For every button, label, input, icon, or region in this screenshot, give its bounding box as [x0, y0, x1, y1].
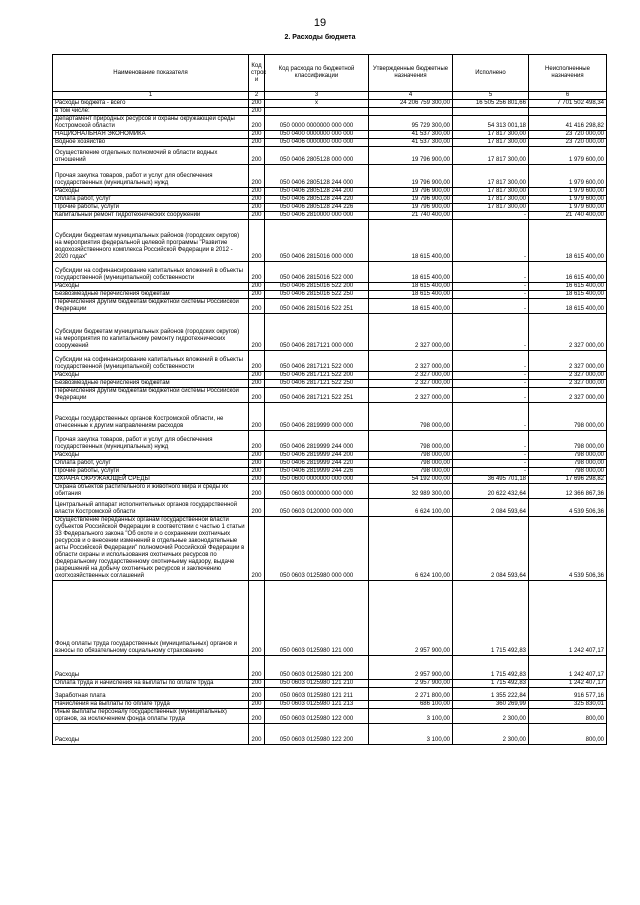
column-number: 3 [265, 92, 369, 100]
table-cell-line-code: 200 [249, 581, 265, 656]
table-cell-unexecuted: 800,00 [529, 724, 607, 745]
table-cell-unexecuted: 1 979 600,00 [529, 204, 607, 212]
section-title: 2. Расходы бюджета [284, 34, 356, 41]
table-cell-approved: 2 957 900,00 [369, 581, 453, 656]
table-cell-executed: 2 084 593,64 [453, 499, 529, 517]
table-cell-class-code: 050 0603 0125980 121 210 [265, 680, 369, 688]
table-row [53, 380, 607, 388]
table-cell-line-code: 200 [249, 262, 265, 283]
table-cell-executed: - [453, 403, 529, 431]
table-cell-approved: 21 740 400,00 [369, 212, 453, 220]
table-cell-name: Расходы [53, 372, 249, 380]
table-cell-executed: 2 300,00 [453, 709, 529, 724]
table-cell-line-code: 200 [249, 688, 265, 701]
table-cell-line-code: 200 [249, 484, 265, 499]
table-cell-unexecuted: 7 701 502 498,34 [529, 100, 607, 108]
table-cell-unexecuted: 1 979 600,00 [529, 147, 607, 165]
table-cell-name: Субсидии на софинансирование капитальных вложений в объекты государственной (муниципальной) собственности [53, 262, 249, 283]
table-cell-line-code: 200 [249, 220, 265, 262]
table-cell-name: Водное хозяйство [53, 139, 249, 147]
table-cell-name: Начисления на выплаты по оплате труда [53, 701, 249, 709]
table-cell-class-code: 050 0406 2805128 244 200 [265, 188, 369, 196]
table-cell-class-code: 050 0406 2815016 000 000 [265, 220, 369, 262]
table-cell-unexecuted [529, 108, 607, 116]
table-cell-unexecuted: 798 000,00 [529, 468, 607, 476]
table-row [53, 131, 607, 139]
table-cell-name: Фонд оплаты труда государственных (муниципальных) органов и взносы по обязательному социальному страхованию [53, 581, 249, 656]
table-cell-name: в том числе: [53, 108, 249, 116]
column-number-row [53, 92, 607, 100]
table-cell-approved: 3 100,00 [369, 709, 453, 724]
table-row [53, 581, 607, 656]
table-cell-class-code: 050 0603 0125980 121 211 [265, 688, 369, 701]
table-cell-unexecuted: 1 242 407,17 [529, 680, 607, 688]
table-cell-name: Охрана объектов растительного и животного мира и среды их обитания [53, 484, 249, 499]
table-cell-class-code: 050 0406 0000000 000 000 [265, 139, 369, 147]
table-row [53, 139, 607, 147]
table-cell-line-code: 200 [249, 100, 265, 108]
table-cell-unexecuted: 17 696 298,82 [529, 476, 607, 484]
table-cell-class-code: 050 0406 2805128 244 000 [265, 165, 369, 188]
table-cell-unexecuted: 12 366 867,36 [529, 484, 607, 499]
table-cell-name: Прочие работы, услуги [53, 204, 249, 212]
column-number: 2 [249, 92, 265, 100]
header-class-code: Код расхода по бюджетной классификации [265, 55, 369, 92]
table-cell-line-code: 200 [249, 403, 265, 431]
table-cell-unexecuted: 23 720 000,00 [529, 131, 607, 139]
table-cell-unexecuted: 16 615 400,00 [529, 262, 607, 283]
table-cell-approved: 798 000,00 [369, 403, 453, 431]
table-cell-line-code: 200 [249, 452, 265, 460]
page-number: 19 [313, 17, 327, 29]
table-row [53, 262, 607, 283]
table-cell-unexecuted: 1 979 600,00 [529, 165, 607, 188]
table-cell-executed [453, 108, 529, 116]
table-cell-name: Субсидии бюджетам муниципальных районов (городских округов) на мероприятия федеральной целевой программы "Развитие водохозяйственного комплекса Российской Федерации в 2012 - 2020 годах" [53, 220, 249, 262]
table-cell-approved: 798 000,00 [369, 431, 453, 452]
table-cell-approved: 19 796 900,00 [369, 188, 453, 196]
table-cell-name: Осуществление отдельных полномочий в области водных отношений [53, 147, 249, 165]
table-cell-line-code: 200 [249, 139, 265, 147]
table-cell-executed: - [453, 452, 529, 460]
table-cell-class-code [265, 108, 369, 116]
table-cell-unexecuted: 23 720 000,00 [529, 139, 607, 147]
table-cell-executed: 17 817 300,00 [453, 147, 529, 165]
table-cell-approved: 18 615 400,00 [369, 283, 453, 291]
table-cell-unexecuted: 916 577,16 [529, 688, 607, 701]
table-cell-name: Оплата работ, услуг [53, 460, 249, 468]
table-cell-class-code: 050 0603 0125980 000 000 [265, 517, 369, 581]
table-cell-line-code: 200 [249, 656, 265, 680]
table-row [53, 314, 607, 351]
table-cell-line-code: 200 [249, 212, 265, 220]
table-cell-line-code: 200 [249, 131, 265, 139]
table-cell-approved: 798 000,00 [369, 460, 453, 468]
table-body [53, 100, 607, 745]
table-cell-class-code: 050 0406 2817121 522 251 [265, 388, 369, 403]
table-cell-executed: - [453, 283, 529, 291]
table-cell-unexecuted: 18 615 400,00 [529, 291, 607, 299]
table-row [53, 116, 607, 131]
table-cell-approved: 798 000,00 [369, 452, 453, 460]
table-cell-executed: - [453, 262, 529, 283]
table-row [53, 220, 607, 262]
table-cell-class-code: 050 0406 2805128 244 220 [265, 196, 369, 204]
table-cell-unexecuted: 21 740 400,00 [529, 212, 607, 220]
table-cell-approved: 3 100,00 [369, 724, 453, 745]
table-cell-name: Расходы [53, 452, 249, 460]
table-cell-name: Субсидии бюджетам муниципальных районов (городских округов) на мероприятия по капитальному ремонту гидротехнических сооружений [53, 314, 249, 351]
table-cell-line-code: 200 [249, 196, 265, 204]
table-cell-name: НАЦИОНАЛЬНАЯ ЭКОНОМИКА [53, 131, 249, 139]
table-cell-line-code: 200 [249, 116, 265, 131]
table-cell-approved: 2 271 800,00 [369, 688, 453, 701]
table-cell-approved: 2 327 000,00 [369, 351, 453, 372]
column-number: 5 [453, 92, 529, 100]
table-cell-line-code: 200 [249, 283, 265, 291]
table-cell-line-code: 200 [249, 709, 265, 724]
table-cell-approved: 32 989 300,00 [369, 484, 453, 499]
table-cell-executed: - [453, 372, 529, 380]
header-line-code: Код строк и [249, 55, 265, 92]
header-approved: Утвержденные бюджетные назначения [369, 55, 453, 92]
table-cell-approved: 2 327 000,00 [369, 388, 453, 403]
table-cell-executed: 17 817 300,00 [453, 196, 529, 204]
table-row [53, 431, 607, 452]
table-cell-line-code: 200 [249, 188, 265, 196]
table-cell-approved: 686 100,00 [369, 701, 453, 709]
table-cell-line-code: 200 [249, 380, 265, 388]
table-cell-unexecuted: 2 327 000,00 [529, 388, 607, 403]
table-cell-class-code: 050 0406 2815016 522 200 [265, 283, 369, 291]
table-cell-name: Субсидии на софинансирование капитальных вложений в объекты государственной (муниципальной) собственности [53, 351, 249, 372]
table-cell-class-code: 050 0603 0125980 121 213 [265, 701, 369, 709]
table-cell-class-code: 050 0406 2819999 244 220 [265, 460, 369, 468]
table-cell-class-code: 050 0603 0000000 000 000 [265, 484, 369, 499]
table-cell-class-code: 050 0406 2810000 000 000 [265, 212, 369, 220]
table-row [53, 165, 607, 188]
table-row [53, 517, 607, 581]
table-cell-class-code: 050 0406 2805128 000 000 [265, 147, 369, 165]
table-cell-class-code: 050 0406 2817121 522 000 [265, 351, 369, 372]
table-cell-unexecuted: 1 242 407,17 [529, 656, 607, 680]
table-cell-class-code: 050 0406 2819999 000 000 [265, 403, 369, 431]
table-cell-line-code: 200 [249, 204, 265, 212]
table-cell-unexecuted: 18 615 400,00 [529, 299, 607, 314]
column-number: 4 [369, 92, 453, 100]
table-cell-approved: 19 796 900,00 [369, 196, 453, 204]
table-cell-approved: 19 796 900,00 [369, 204, 453, 212]
table-cell-line-code: 200 [249, 291, 265, 299]
table-cell-executed: - [453, 380, 529, 388]
table-cell-approved: 798 000,00 [369, 468, 453, 476]
table-cell-approved: 2 327 000,00 [369, 380, 453, 388]
table-cell-line-code: 200 [249, 460, 265, 468]
budget-expenditure-table [52, 54, 607, 745]
table-cell-name: Расходы государственных органов Костромской области, не отнесенные к другим направлениям расходов [53, 403, 249, 431]
table-cell-class-code: 050 0406 2819999 244 000 [265, 431, 369, 452]
table-cell-approved: 2 327 000,00 [369, 314, 453, 351]
table-cell-unexecuted: 4 539 506,36 [529, 499, 607, 517]
table-cell-name: Безвозмездные перечисления бюджетам [53, 380, 249, 388]
table-cell-line-code: 200 [249, 499, 265, 517]
column-number: 1 [53, 92, 249, 100]
table-row [53, 403, 607, 431]
table-row [53, 709, 607, 724]
table-cell-name: Перечисления другим бюджетам бюджетной системы Российской Федерации [53, 388, 249, 403]
table-row [53, 452, 607, 460]
table-cell-approved: 2 957 900,00 [369, 656, 453, 680]
table-row [53, 680, 607, 688]
table-cell-unexecuted: 1 242 407,17 [529, 581, 607, 656]
table-header-row [53, 55, 607, 92]
table-cell-executed: 17 817 300,00 [453, 131, 529, 139]
table-cell-executed: - [453, 431, 529, 452]
table-cell-name: Расходы бюджета - всего [53, 100, 249, 108]
table-cell-class-code: 050 0603 0120000 000 000 [265, 499, 369, 517]
table-row [53, 351, 607, 372]
table-cell-name: Расходы [53, 724, 249, 745]
table-cell-unexecuted: 1 979 600,00 [529, 188, 607, 196]
table-cell-approved: 6 624 100,00 [369, 499, 453, 517]
table-row [53, 476, 607, 484]
table-row [53, 656, 607, 680]
table-cell-unexecuted: 41 416 298,82 [529, 116, 607, 131]
table-cell-executed: 36 495 701,18 [453, 476, 529, 484]
table-cell-unexecuted: 4 539 506,36 [529, 517, 607, 581]
table-cell-class-code: x [265, 100, 369, 108]
table-row [53, 100, 607, 108]
table-cell-class-code: 050 0603 0125980 122 000 [265, 709, 369, 724]
table-cell-executed: - [453, 220, 529, 262]
table-cell-line-code: 200 [249, 299, 265, 314]
table-cell-line-code: 200 [249, 314, 265, 351]
table-cell-name: Прочие работы, услуги [53, 468, 249, 476]
table-row [53, 460, 607, 468]
column-number: 6 [529, 92, 607, 100]
table-cell-executed: 360 269,99 [453, 701, 529, 709]
table-cell-name: Расходы [53, 188, 249, 196]
table-cell-executed: - [453, 212, 529, 220]
table-cell-name: ОХРАНА ОКРУЖАЮЩЕЙ СРЕДЫ [53, 476, 249, 484]
table-cell-unexecuted: 798 000,00 [529, 403, 607, 431]
table-cell-approved: 41 537 300,00 [369, 131, 453, 139]
table-cell-approved [369, 108, 453, 116]
table-row [53, 688, 607, 701]
table-cell-approved: 19 796 900,00 [369, 147, 453, 165]
table-row [53, 283, 607, 291]
table-cell-approved: 6 624 100,00 [369, 517, 453, 581]
table-cell-line-code: 200 [249, 165, 265, 188]
table-cell-approved: 95 729 300,00 [369, 116, 453, 131]
table-row [53, 372, 607, 380]
table-cell-approved: 19 796 900,00 [369, 165, 453, 188]
table-cell-name: Иные выплаты персоналу государственных (муниципальных) органов, за исключением фонда оплаты труда [53, 709, 249, 724]
table-cell-approved: 24 206 759 300,00 [369, 100, 453, 108]
table-cell-class-code: 050 0406 2817121 522 200 [265, 372, 369, 380]
table-cell-approved: 18 615 400,00 [369, 299, 453, 314]
table-cell-executed: - [453, 314, 529, 351]
table-cell-name: Капитальный ремонт гидротехнических сооружений [53, 212, 249, 220]
table-cell-line-code: 200 [249, 476, 265, 484]
table-row [53, 299, 607, 314]
table-row [53, 108, 607, 116]
table-cell-executed: - [453, 468, 529, 476]
table-cell-line-code: 200 [249, 701, 265, 709]
table-cell-line-code: 200 [249, 724, 265, 745]
table-cell-executed: 17 817 300,00 [453, 204, 529, 212]
table-cell-class-code: 050 0603 0125980 121 000 [265, 581, 369, 656]
table-cell-name: Расходы [53, 656, 249, 680]
header-executed: Исполнено [453, 55, 529, 92]
table-cell-class-code: 050 0406 2819999 244 200 [265, 452, 369, 460]
table-cell-class-code: 050 0406 2815016 522 250 [265, 291, 369, 299]
table-cell-unexecuted: 798 000,00 [529, 452, 607, 460]
table-cell-executed: 17 817 300,00 [453, 139, 529, 147]
table-cell-line-code: 200 [249, 147, 265, 165]
table-cell-executed: 1 715 492,83 [453, 656, 529, 680]
table-cell-executed: 17 817 300,00 [453, 165, 529, 188]
table-cell-unexecuted: 18 615 400,00 [529, 220, 607, 262]
table-cell-line-code: 200 [249, 468, 265, 476]
table-cell-unexecuted: 16 615 400,00 [529, 283, 607, 291]
table-cell-class-code: 050 0603 0125980 121 200 [265, 656, 369, 680]
table-cell-class-code: 050 0600 0000000 000 000 [265, 476, 369, 484]
table-cell-executed: - [453, 299, 529, 314]
table-row [53, 499, 607, 517]
table-cell-unexecuted: 798 000,00 [529, 460, 607, 468]
table-cell-approved: 41 537 300,00 [369, 139, 453, 147]
table-row [53, 701, 607, 709]
table-cell-unexecuted: 800,00 [529, 709, 607, 724]
table-cell-line-code: 200 [249, 431, 265, 452]
table-cell-line-code: 200 [249, 388, 265, 403]
table-cell-class-code: 050 0406 2817121 522 250 [265, 380, 369, 388]
table-cell-executed: 20 622 432,64 [453, 484, 529, 499]
table-cell-executed: - [453, 291, 529, 299]
table-cell-line-code: 200 [249, 680, 265, 688]
table-cell-name: Прочая закупка товаров, работ и услуг для обеспечения государственных (муниципальных) нужд [53, 431, 249, 452]
table-cell-class-code: 050 0603 0125980 122 200 [265, 724, 369, 745]
table-cell-class-code: 050 0000 0000000 000 000 [265, 116, 369, 131]
table-cell-class-code: 050 0406 2805128 244 226 [265, 204, 369, 212]
table-cell-name: Расходы [53, 283, 249, 291]
table-cell-unexecuted: 2 327 000,00 [529, 314, 607, 351]
table-cell-class-code: 050 0406 2815016 522 251 [265, 299, 369, 314]
table-cell-executed: 17 817 300,00 [453, 188, 529, 196]
table-cell-executed: 16 505 256 801,66 [453, 100, 529, 108]
table-cell-class-code: 050 0406 2819999 244 226 [265, 468, 369, 476]
table-row [53, 204, 607, 212]
table-cell-approved: 18 615 400,00 [369, 291, 453, 299]
table-cell-approved: 54 192 000,00 [369, 476, 453, 484]
table-cell-approved: 2 327 000,00 [369, 372, 453, 380]
table-cell-line-code: 200 [249, 517, 265, 581]
table-cell-executed: 1 355 222,84 [453, 688, 529, 701]
table-cell-unexecuted: 325 830,01 [529, 701, 607, 709]
table-cell-name: Прочая закупка товаров, работ и услуг для обеспечения государственных (муниципальных) нужд [53, 165, 249, 188]
header-name: Наименование показателя [53, 55, 249, 92]
table-row [53, 388, 607, 403]
table-cell-class-code: 050 0400 0000000 000 000 [265, 131, 369, 139]
table-cell-approved: 18 615 400,00 [369, 262, 453, 283]
table-cell-name: Центральный аппарат исполнительных органов государственной власти Костромской области [53, 499, 249, 517]
table-cell-name: Безвозмездные перечисления бюджетам [53, 291, 249, 299]
table-cell-name: Департамент природных ресурсов и охраны окружающей среды Костромской области [53, 116, 249, 131]
table-row [53, 212, 607, 220]
table-cell-line-code: 200 [249, 351, 265, 372]
table-cell-executed: 2 084 593,64 [453, 517, 529, 581]
table-cell-name: Осуществление переданных органам государственной власти субъектов Российской Федерации в соответствии с частью 1 статьи 33 Федерального закона "Об охоте и о сохранении охотничьих ресурсов и о внесении изменений в отдельные законодательные акты Российской Федерации" полномочий Российской Федерации в области охраны и использования охотничьих ресурсов по федеральному государственному охотничьему надзору, выдаче разрешений на добычу охотничьих ресурсов и заключению охотхозяйственных соглашений [53, 517, 249, 581]
table-row [53, 196, 607, 204]
table-cell-class-code: 050 0406 2815016 522 000 [265, 262, 369, 283]
table-row [53, 188, 607, 196]
table-cell-unexecuted: 2 327 000,00 [529, 372, 607, 380]
table-cell-class-code: 050 0406 2817121 000 000 [265, 314, 369, 351]
table-cell-executed: 54 313 001,18 [453, 116, 529, 131]
table-cell-executed: - [453, 388, 529, 403]
table-row [53, 468, 607, 476]
table-cell-unexecuted: 1 979 600,00 [529, 196, 607, 204]
table-cell-name: Оплата труда и начисления на выплаты по оплате труда [53, 680, 249, 688]
table-row [53, 724, 607, 745]
table-cell-executed: 2 300,00 [453, 724, 529, 745]
table-cell-unexecuted: 798 000,00 [529, 431, 607, 452]
table-row [53, 147, 607, 165]
table-cell-executed: - [453, 351, 529, 372]
table-cell-name: Перечисления другим бюджетам бюджетной системы Российской Федерации [53, 299, 249, 314]
table-row [53, 291, 607, 299]
table-cell-executed: 1 715 492,83 [453, 581, 529, 656]
table-cell-executed: - [453, 460, 529, 468]
table-cell-executed: 1 715 492,83 [453, 680, 529, 688]
table-cell-name: Заработная плата [53, 688, 249, 701]
table-cell-unexecuted: 2 327 000,00 [529, 380, 607, 388]
table-cell-name: Оплата работ, услуг [53, 196, 249, 204]
table-cell-line-code: 200 [249, 108, 265, 116]
table-row [53, 484, 607, 499]
table-cell-unexecuted: 2 327 000,00 [529, 351, 607, 372]
table-cell-line-code: 200 [249, 372, 265, 380]
header-unexecuted: Неисполненные назначения [529, 55, 607, 92]
table-cell-approved: 18 615 400,00 [369, 220, 453, 262]
table-cell-approved: 2 957 900,00 [369, 680, 453, 688]
